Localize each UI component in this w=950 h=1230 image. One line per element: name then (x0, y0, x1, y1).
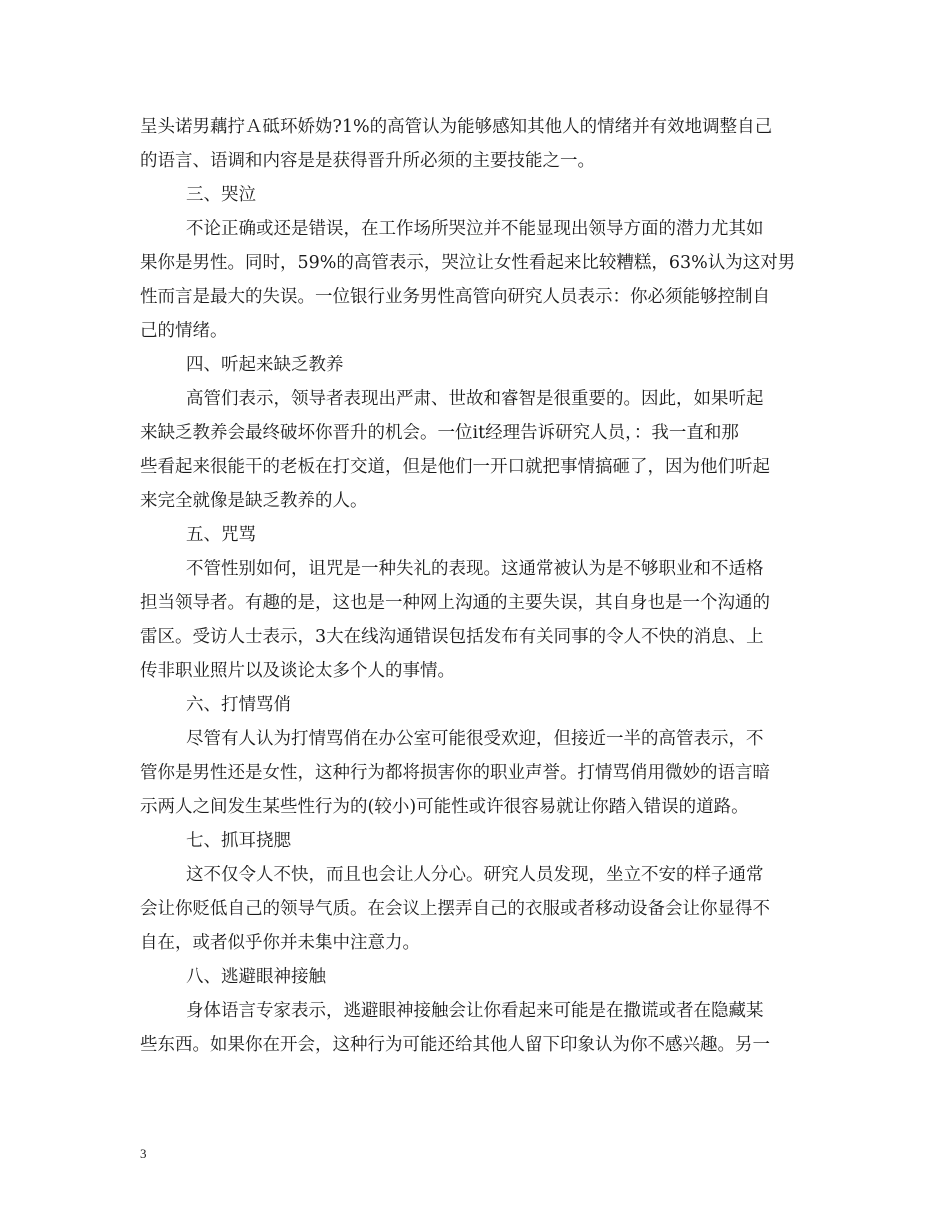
heading-text: 八、逃避眼神接触 (186, 967, 326, 987)
paragraph-line: 性而言是最大的失误。一位银行业务男性高管向研究人员表示：你必须能够控制自 (140, 287, 770, 307)
paragraph-line: 来缺乏教养会最终破坏你晋升的机会。一位it经理告诉研究人员，：我一直和那 (140, 423, 739, 443)
paragraph-line: 身体语言专家表示，逃避眼神接触会让你看起来可能是在撒谎或者在隐藏某 (186, 1001, 764, 1021)
paragraph-line: 些东西。如果你在开会，这种行为可能还给其他人留下印象认为你不感兴趣。另一 (140, 1035, 770, 1055)
paragraph (140, 552, 812, 688)
document-body (140, 110, 812, 1062)
section-heading (140, 960, 812, 994)
paragraph (140, 110, 812, 178)
paragraph-line: 管你是男性还是女性，这种行为都将损害你的职业声誉。打情骂俏用微妙的语言暗 (140, 763, 770, 783)
paragraph (140, 858, 812, 960)
paragraph-line: 传非职业照片以及谈论太多个人的事情。 (140, 661, 455, 681)
paragraph-line: 尽管有人认为打情骂俏在办公室可能很受欢迎，但接近一半的高管表示，不 (186, 729, 764, 749)
paragraph-line: 高管们表示，领导者表现出严肃、世故和睿智是很重要的。因此，如果听起 (186, 389, 764, 409)
paragraph-line: 会让你贬低自己的领导气质。在会议上摆弄自己的衣服或者移动设备会让你显得不 (140, 899, 770, 919)
paragraph (140, 722, 812, 824)
section-heading (140, 518, 812, 552)
heading-text: 七、抓耳挠腮 (186, 831, 291, 851)
paragraph-line: 呈头诺男藕拧Ａ砥环娇妫?1%的高管认为能够感知其他人的情绪并有效地调整自己 (140, 117, 773, 137)
paragraph-line: 的语言、语调和内容是是获得晋升所必须的主要技能之一。 (140, 151, 595, 171)
paragraph-line: 来完全就像是缺乏教养的人。 (140, 491, 368, 511)
paragraph-line: 果你是男性。同时，59%的高管表示，哭泣让女性看起来比较糟糕，63%认为这对男 (140, 253, 796, 273)
paragraph-line: 己的情绪。 (140, 321, 228, 341)
section-heading (140, 178, 812, 212)
heading-text: 三、哭泣 (186, 185, 256, 205)
paragraph-line: 示两人之间发生某些性行为的(较小)可能性或许很容易就让你踏入错误的道路。 (140, 797, 749, 817)
paragraph-line: 不管性别如何，诅咒是一种失礼的表现。这通常被认为是不够职业和不适格 (186, 559, 764, 579)
section-heading (140, 688, 812, 722)
page-number: 3 (140, 1146, 147, 1161)
section-heading (140, 824, 812, 858)
paragraph (140, 382, 812, 518)
paragraph-line: 雷区。受访人士表示，3大在线沟通错误包括发布有关同事的令人不快的消息、上 (140, 627, 764, 647)
paragraph-line: 不论正确或还是错误，在工作场所哭泣并不能显现出领导方面的潜力尤其如 (186, 219, 764, 239)
paragraph-line: 担当领导者。有趣的是，这也是一种网上沟通的主要失误，其自身也是一个沟通的 (140, 593, 770, 613)
paragraph-line: 这不仅令人不快，而且也会让人分心。研究人员发现，坐立不安的样子通常 (186, 865, 764, 885)
paragraph (140, 212, 812, 348)
paragraph (140, 994, 812, 1062)
paragraph-line: 些看起来很能干的老板在打交道，但是他们一开口就把事情搞砸了，因为他们听起 (140, 457, 770, 477)
section-heading (140, 348, 812, 382)
heading-text: 四、听起来缺乏教养 (186, 355, 344, 375)
paragraph-line: 自在，或者似乎你并未集中注意力。 (140, 933, 420, 953)
heading-text: 五、咒骂 (186, 525, 256, 545)
heading-text: 六、打情骂俏 (186, 695, 291, 715)
